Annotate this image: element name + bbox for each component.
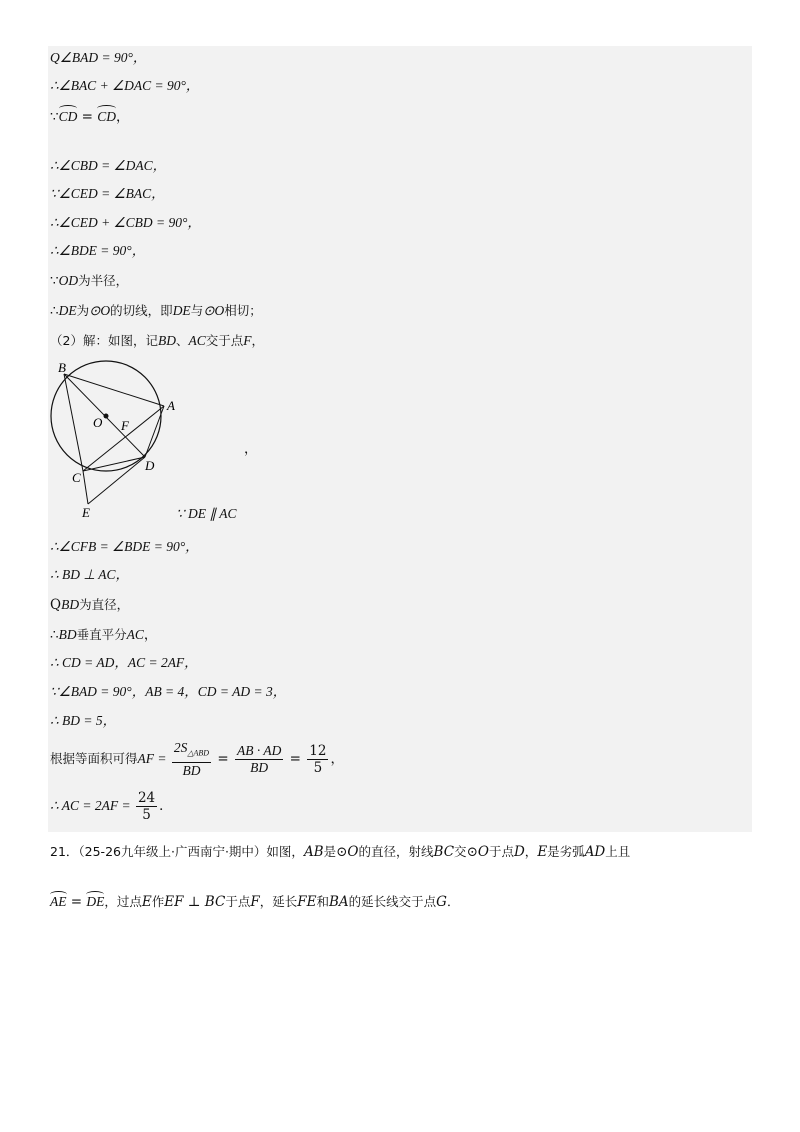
part2-line-17: ∴ BD = 5， bbox=[50, 713, 117, 728]
proof-line-7: ∴∠BDE = 90°， bbox=[50, 243, 146, 258]
segment-bc bbox=[64, 374, 83, 471]
question-21-line-2: AE = DE，过点E作EF ⊥ BC于点F，延长FE和BA的延长线交于点G． bbox=[50, 894, 460, 910]
part2-line-11: ∴∠CFB = ∠BDE = 90°， bbox=[50, 539, 199, 554]
fraction-area: $\frac{2S_{\triangle ABD}}{BD}$ bbox=[173, 740, 210, 778]
part2-line-12: ∴ BD ⊥ AC， bbox=[50, 567, 129, 582]
fraction-result: $\frac{12}{5}$ bbox=[309, 742, 327, 776]
question-21-line-1: 21．（25-26九年级上·广西南宁·期中）如图，AB是⊙O的直径，射线BC交⊙O于点D，E是劣弧AD上且 bbox=[50, 844, 631, 860]
part2-line-13: QBD为直径， bbox=[50, 597, 130, 613]
part2-line-14: ∴BD垂直平分AC， bbox=[50, 627, 158, 643]
arc-ae: AE bbox=[50, 894, 67, 909]
label-a: A bbox=[167, 398, 175, 413]
label-e: E bbox=[82, 505, 90, 520]
part2-line-15: ∴ CD = AD，AC = 2AF， bbox=[50, 655, 198, 670]
arc-cd-left: CD bbox=[58, 109, 78, 124]
parallel-line: ∵ DE ∥ AC bbox=[176, 506, 237, 521]
proof-line-3: ∵CD = CD， bbox=[50, 109, 130, 125]
label-o: O bbox=[93, 415, 103, 430]
label-b: B bbox=[58, 360, 66, 375]
part2-line-19: ∴ AC = 2AF = $\frac{24}{5}$ ． bbox=[50, 790, 173, 823]
label-f: F bbox=[121, 418, 129, 433]
segment-ce bbox=[83, 471, 88, 504]
fraction-product: $\frac{AB \cdot AD}{BD}$ bbox=[236, 742, 282, 775]
label-c: C bbox=[72, 470, 81, 485]
proof-line-2: ∴∠BAC + ∠DAC = 90°， bbox=[50, 78, 200, 93]
center-dot bbox=[104, 414, 109, 419]
figure-comma: ， bbox=[244, 441, 258, 457]
proof-line-8: ∵OD为半径， bbox=[50, 273, 129, 289]
label-d: D bbox=[145, 458, 155, 473]
proof-line-6: ∴∠CED + ∠CBD = 90°， bbox=[50, 215, 201, 230]
arc-cd-right: CD bbox=[97, 109, 117, 124]
fraction-ac: $\frac{24}{5}$ bbox=[137, 790, 156, 823]
proof-line-4: ∴∠CBD = ∠DAC， bbox=[50, 158, 167, 173]
part2-line-10: （2）解：如图，记BD、AC交于点F， bbox=[50, 333, 265, 348]
proof-line-1: Q∠BAD = 90°， bbox=[50, 50, 147, 65]
part2-line-16: ∵∠BAD = 90°，AB = 4，CD = AD = 3， bbox=[50, 684, 287, 699]
arc-de: DE bbox=[86, 894, 105, 909]
proof-line-9: ∴DE为⊙O的切线，即DE与⊙O相切； bbox=[50, 303, 262, 319]
segment-ed bbox=[88, 457, 145, 504]
geometry-figure bbox=[46, 360, 176, 520]
proof-line-5: ∵∠CED = ∠BAC， bbox=[50, 186, 165, 201]
part2-line-18: 根据等面积可得AF = $\frac{2S_{\triangle ABD}}{BD}$ = $\frac{AB \cdot AD}{BD}$ = $\frac{12}{5}$ ， bbox=[50, 740, 344, 778]
